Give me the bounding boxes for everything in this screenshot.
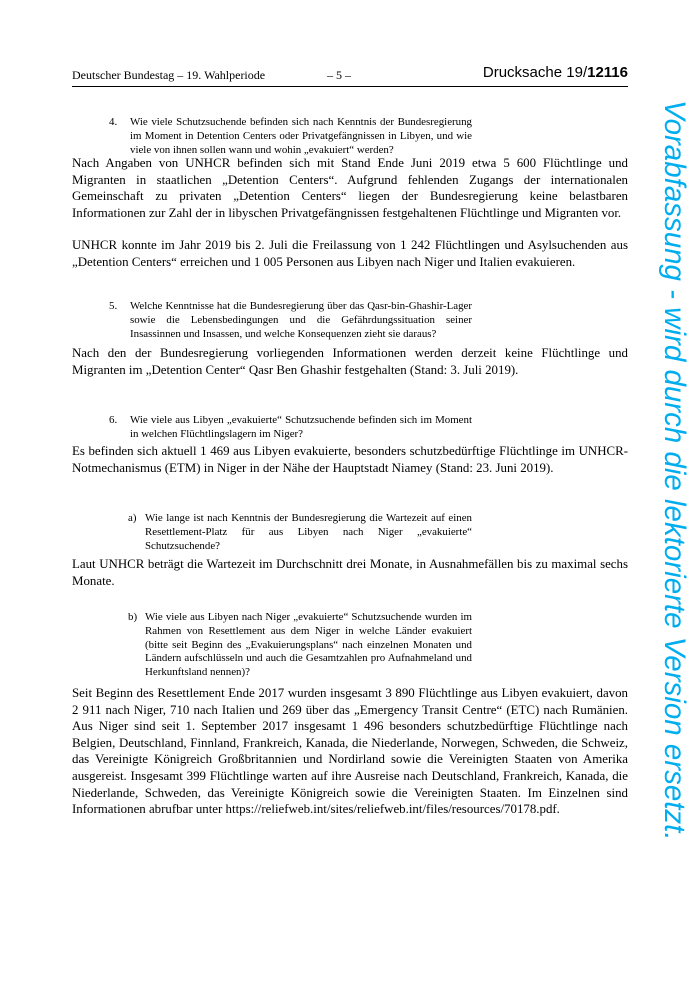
question-number: 6. — [109, 414, 118, 426]
document-number-value: 12116 — [587, 64, 628, 81]
watermark-text: Vorabfassung - wird durch die lektorierte Version ersetzt. — [658, 100, 691, 841]
question-text: Wie viele aus Libyen nach Niger „evakuierte“ Schutzsuchende wurden im Rahmen von Resettlement aus dem Niger in welche Länder evakuiert (bitte seit Beginn des „Evakuierungsplans“ nach einzelnen Monaten und Ländern aufschlüsseln und auch die Gesamtzahlen pro Aufnahmeland und Herkunftsland nennen)? — [145, 611, 472, 679]
question-number: b) — [128, 611, 138, 623]
question-6a — [128, 512, 472, 553]
watermark — [656, 100, 696, 910]
document-number-label: Drucksache 19/ — [482, 64, 588, 81]
answer-4-paragraph-1: Nach Angaben von UNHCR befinden sich mit Stand Ende Juni 2019 etwa 5 600 Flüchtlinge und Migranten in staatlichen „Detention Centers“. Aufgrund fehlenden Zugangs der internationalen Gemeinschaft zu privaten „Detention Centers“ liegen der Bundesregierung keine belastbaren Informationen zur Zahl der in libyschen Privatgefängnissen festgehaltenen Flüchtlinge und Migranten vor. — [72, 156, 628, 220]
question-text: Wie viele Schutzsuchende befinden sich nach Kenntnis der Bundesregierung im Moment in Detention Centers oder Privatgefängnissen in Libyen, und wie viele von ihnen sollen wann und wohin „evakuiert“ werden? — [130, 116, 472, 156]
question-number: 5. — [109, 300, 118, 312]
answer-5: Nach den der Bundesregierung vorliegenden Informationen werden derzeit keine Flüchtlinge und Migranten im „Detention Center“ Qasr Ben Ghashir festgehalten (Stand: 3. Juli 2019). — [72, 346, 628, 377]
question-5 — [109, 300, 472, 341]
question-text: Welche Kenntnisse hat die Bundesregierung über das Qasr-bin-Ghashir-Lager sowie die Lebensbedingungen und die Gefährdungssituation seiner Insassinnen und Insassen, und welche Konsequenzen zieht sie daraus? — [130, 300, 472, 340]
answer-4-paragraph-2: UNHCR konnte im Jahr 2019 bis 2. Juli die Freilassung von 1 242 Flüchtlingen und Asylsuchenden aus „Detention Centers“ erreichen und 1 005 Personen aus Libyen nach Niger und Italien evakuieren. — [72, 238, 628, 269]
answer-6: Es befinden sich aktuell 1 469 aus Libyen evakuierte, besonders schutzbedürftige Flüchtlinge im UNHCR-Notmechanismus (ETM) in Niger in der Nähe der Hauptstadt Niamey (Stand: 23. Juni 2019). — [72, 444, 628, 475]
question-4 — [109, 116, 472, 157]
question-6 — [109, 414, 472, 442]
page-number: – 5 – — [327, 68, 351, 82]
question-number: 4. — [109, 116, 118, 128]
page-header — [72, 64, 628, 87]
question-text: Wie lange ist nach Kenntnis der Bundesregierung die Wartezeit auf einen Resettlement-Platz für aus Libyen nach Niger „evakuierte“ Schutzsuchende? — [145, 512, 472, 552]
question-number: a) — [128, 512, 137, 524]
question-text: Wie viele aus Libyen „evakuierte“ Schutzsuchende befinden sich im Moment in welchen Flüchtlingslagern im Niger? — [130, 414, 472, 440]
question-6b — [128, 611, 472, 680]
document-number — [483, 64, 628, 81]
answer-6a: Laut UNHCR beträgt die Wartezeit im Durchschnitt drei Monate, in Ausnahmefällen bis zu maximal sechs Monate. — [72, 557, 628, 588]
answer-6b: Seit Beginn des Resettlement Ende 2017 wurden insgesamt 3 890 Flüchtlinge aus Libyen evakuiert, davon 2 911 nach Niger, 710 nach Italien und 269 über das „Emergency Transit Centre“ (ETC) nach Rumänien. Aus Niger sind seit 1. September 2017 insgesamt 1 496 besonders schutzbedürftige Flüchtlinge nach Belgien, Deutschland, Finnland, Frankreich, Kanada, die Niederlande, Norwegen, Schweden, die Schweiz, das Vereinigte Königreich Großbritannien und Nordirland sowie die Vereinigten Staaten von Amerika ausgereist. Insgesamt 399 Flüchtlinge warten auf ihre Ausreise nach Deutschland, Frankreich, Kanada, die Niederlande, Schweden, das Vereinigte Königreich sowie die Vereinigten Staaten. Im Einzelnen sind Informationen abrufbar unter https://reliefweb.int/sites/reliefweb.int/files/resources/70178.pdf. — [72, 686, 628, 817]
header-parliament: Deutscher Bundestag – 19. Wahlperiode — [72, 68, 266, 82]
